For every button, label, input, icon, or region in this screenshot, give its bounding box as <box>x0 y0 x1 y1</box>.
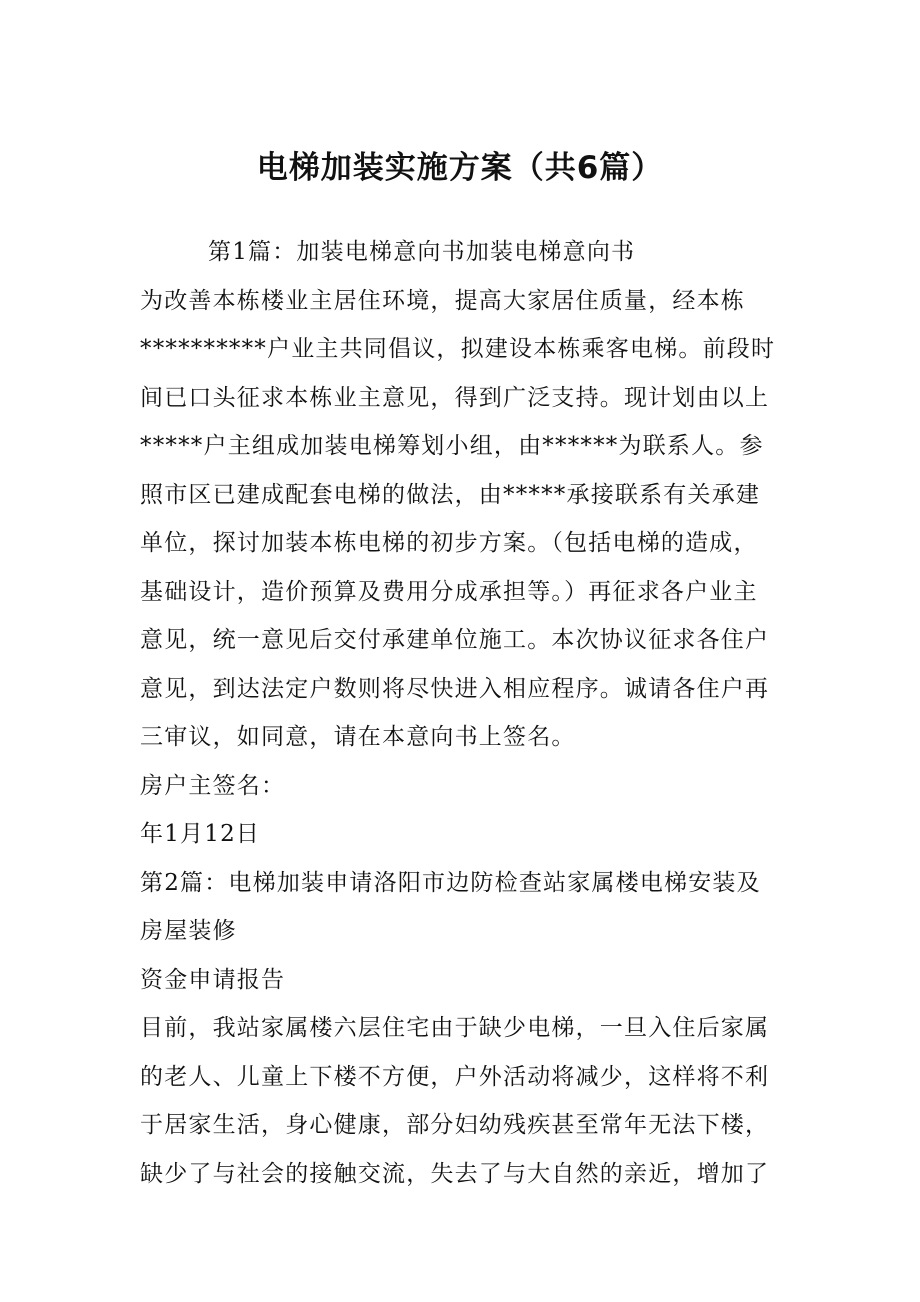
paragraph-line: 间已口头征求本栋业主意见，得到广泛支持。现计划由以上 <box>140 384 770 411</box>
paragraph-line: 为改善本栋楼业主居住环境，提高大家居住质量，经本栋 <box>140 287 745 314</box>
paragraph-line: 单位，探讨加装本栋电梯的初步方案。（包括电梯的造成， <box>140 530 758 556</box>
paragraph-line: 于居家生活，身心健康，部分妇幼残疾甚至常年无法下楼， <box>140 1112 770 1138</box>
report-title: 资金申请报告 <box>140 966 286 993</box>
paragraph-line: *****户主组成加装电梯筹划小组，由******为联系人。参 <box>140 433 764 459</box>
document-body <box>140 228 800 1198</box>
section-heading-2-cont: 房屋装修 <box>140 918 237 944</box>
document-title: 电梯加装实施方案（共6篇） <box>256 150 664 186</box>
paragraph-line: 意见，到达法定户数则将尽快进入相应程序。诚请各住户再 <box>140 675 770 702</box>
paragraph-line: 的老人、儿童上下楼不方便，户外活动将减少，这样将不利 <box>140 1063 770 1090</box>
paragraph-line: 缺少了与社会的接触交流，失去了与大自然的亲近，增加了 <box>140 1160 770 1187</box>
paragraph-line: 目前，我站家属楼六层住宅由于缺少电梯，一旦入住后家属 <box>140 1015 770 1041</box>
date-line: 年1月12日 <box>140 821 261 847</box>
signature-label: 房户主签名： <box>140 772 286 799</box>
paragraph-line: 照市区已建成配套电梯的做法，由*****承接联系有关承建 <box>140 481 761 508</box>
paragraph-line: 三审议，如同意，请在本意向书上签名。 <box>140 724 576 750</box>
paragraph-line: **********户业主共同倡议，拟建设本栋乘客电梯。前段时 <box>140 336 776 362</box>
section-heading-2: 第2篇：电梯加装申请洛阳市边防检查站家属楼电梯安装及 <box>140 869 761 896</box>
paragraph-line: 基础设计，造价预算及费用分成承担等。）再征求各户业主 <box>140 578 758 605</box>
section-heading-1: 第1篇：加装电梯意向书加装电梯意向书 <box>208 239 636 265</box>
paragraph-line: 意见，统一意见后交付承建单位施工。本次协议征求各住户 <box>140 627 770 653</box>
